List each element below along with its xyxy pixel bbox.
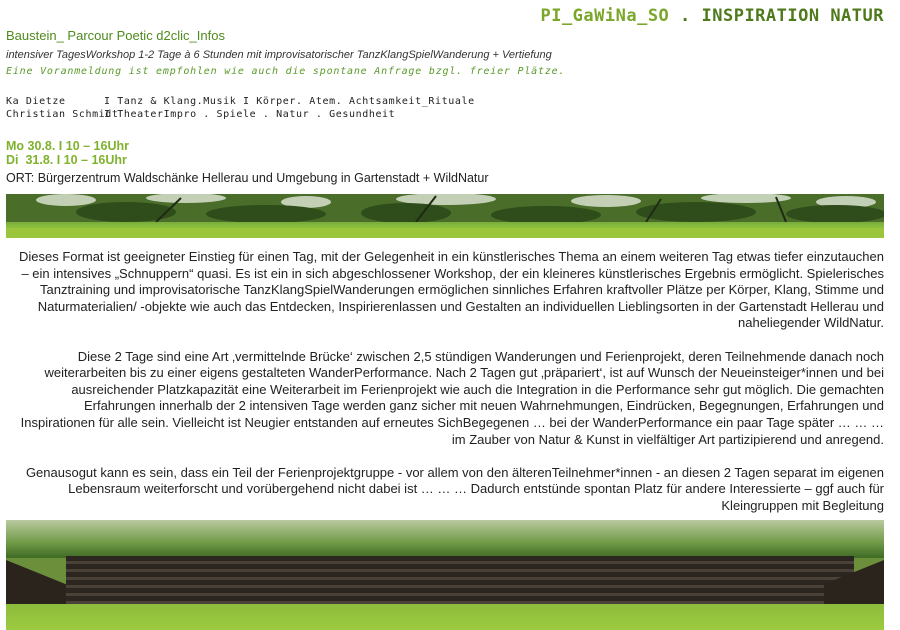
bench-photo-trees (6, 520, 884, 558)
tree-canopy-photo (6, 194, 884, 238)
person-desc: I TheaterImpro . Spiele . Natur . Gesundheit (104, 109, 396, 120)
location: ORT: Bürgerzentrum Waldschänke Hellerau und Umgebung in Gartenstadt + WildNatur (6, 171, 489, 185)
people-list (6, 95, 626, 121)
person-row (6, 95, 626, 108)
page-subtitle: intensiver TagesWorkshop 1-2 Tage à 6 Stunden mit improvisatorischer TanzKlangSpielWanderung + Vertiefung (6, 49, 552, 61)
person-name: Ka Dietze (6, 96, 66, 107)
bench-photo (6, 520, 884, 630)
canopy-image (6, 194, 884, 222)
dates (6, 139, 626, 167)
paragraph: Dieses Format ist geeigneter Einstieg für einen Tag, mit der Gelegenheit in ein künstlerisches Thema an einem weiteren Tag etwas tiefer einzutauchen – ein intensives „Schnuppern“ quasi. Es ist ein in sich abgeschlossener Workshop, der ein kleineres künstlerisches Ergebnis ermöglicht. Spielerisches Tanztraining und improvisatorische TanzKlangSpielWanderungen ermöglichen sinnliches Erfahren kraftvoller Plätze per Körper, Klang, Stimme und Naturmaterialien/ -objekte wie auch das Entdecken, Inspirierenlassen und Gestalten an individuellen Lieblingsorten in der Gartenstadt Hellerau und naheliegender WildNatur. (19, 249, 884, 331)
registration-note: Eine Voranmeldung ist empfohlen wie auch die spontane Anfrage bzgl. freier Plätze. (6, 66, 566, 77)
person-row (6, 108, 626, 121)
person-name: Christian Schmidt (6, 109, 119, 120)
page-title: Baustein_ Parcour Poetic d2clic_Infos (6, 28, 225, 43)
paragraph: Diese 2 Tage sind eine Art ‚vermittelnde Brücke‘ zwischen 2,5 stündigen Wanderungen und Ferienprojekt, deren Teilnehmende danach noch weiterarbeiten bis zu einer eigens gestalteten WanderPerformance. Nach 2 Tagen gut ‚präpariert‘, ist auf Wunsch der Neueinsteiger*innen und bei ausreichender Platzkapazität eine Weiterarbeit im Ferienprojekt wie auch die Integration in die Performance sehr gut möglich. Die gemachten Erfahrungen innerhalb der 2 intensiven Tage werden ganz sicher mit neuen Wahrnehmungen, Eindrücken, Begegnungen, Erfahrungen und Inspirationen für alle sein. Vielleicht ist Neugier entstanden auf erneutes SichBegegenen … bei der WanderPerformance ein paar Tage später … … … im Zauber von Natur & Kunst in vielfältiger Art partizipierend und anregend. (20, 348, 884, 447)
brand-tagline: . INSPIRATION NATUR (669, 6, 884, 26)
date-line: Mo 30.8. I 10 – 16Uhr (6, 139, 129, 153)
date-line: Di 31.8. I 10 – 16Uhr (6, 153, 127, 167)
person-desc: I Tanz & Klang.Musik I Körper. Atem. Achtsamkeit_Rituale (104, 96, 475, 107)
brand-code: PI_GaWiNa_SO (540, 6, 670, 26)
paragraph: Genausogut kann es sein, dass ein Teil der Ferienprojektgruppe - vor allem von den älterenTeilnehmer*innen - an diesen 2 Tagen separat im eigenen Lebensraum weiterforscht und vorübergehend nicht dabei ist … … … Dadurch entstünde spontan Platz für andere Interessierte – ggf auch für Kleingruppen mit Begleitung (25, 464, 884, 513)
brand-title (540, 6, 884, 26)
description (14, 249, 884, 531)
grass (6, 604, 884, 630)
header (6, 28, 626, 185)
green-stripe (6, 228, 884, 238)
